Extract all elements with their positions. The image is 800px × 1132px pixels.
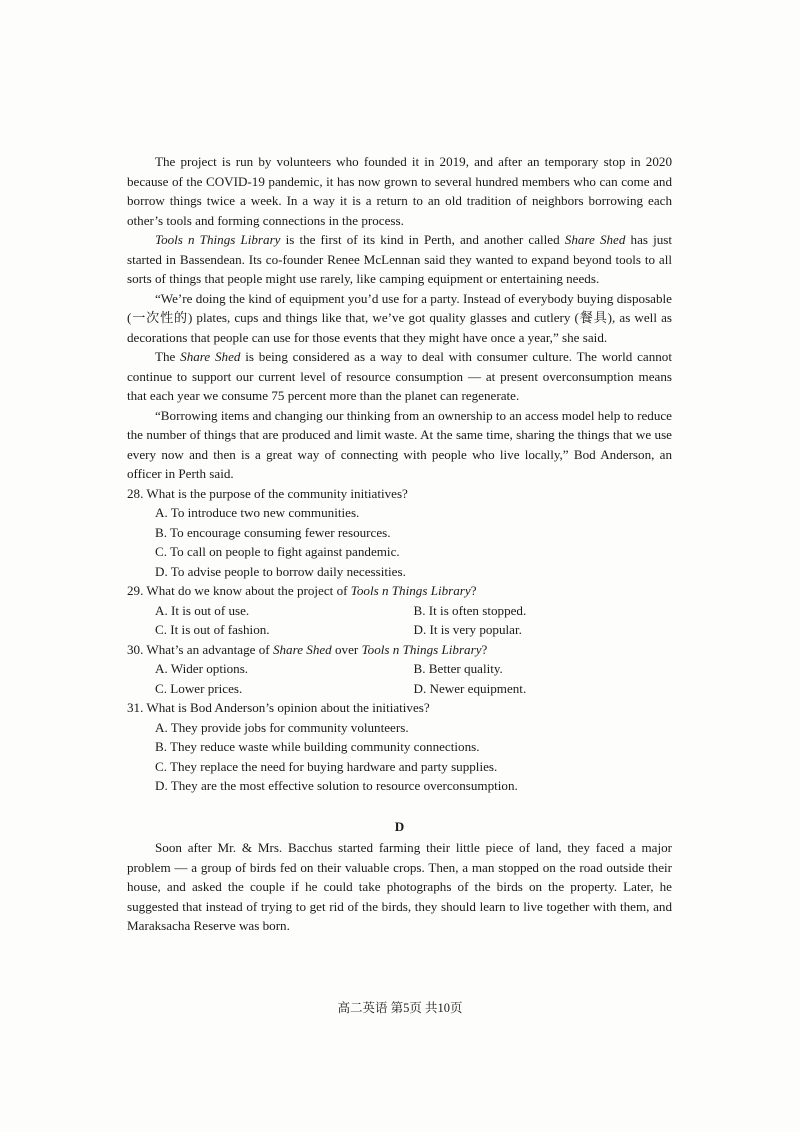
answer-option[interactable]: C. They replace the need for buying hardware and party supplies. [155, 758, 498, 774]
passage-paragraph: The project is run by volunteers who founded it in 2019, and after an temporary stop in 2020 because of the COVID-19 pandemic, it has now grown to several hundred members who can come and borrow things twice a week. In a way it is a return to an old tradition of neighbors borrowing each other’s tools and forming connections in the process. [127, 154, 672, 228]
option-row [127, 620, 672, 640]
stem-text: ? [481, 641, 488, 657]
page-footer: 高二英语 第5页 共10页 [337, 1001, 463, 1015]
italic-title: Share Shed [180, 349, 241, 364]
passage-paragraph: The Share Shed is being considered as a way to deal with consumer culture. The world cannot continue to support our current level of resource consumption — at present overconsumption means that each year we consume 75 percent more than the planet can regenerate. [127, 349, 672, 403]
question-stem [127, 640, 672, 660]
italic-title: Tools n Things Library [361, 641, 482, 657]
question-stem: 28. What is the purpose of the community initiatives? [127, 485, 408, 501]
answer-option[interactable]: D. To advise people to borrow daily necessities. [155, 563, 406, 579]
passage-paragraph: “We’re doing the kind of equipment you’d use for a party. Instead of everybody buying disposable (一次性的) plates, cups and things like that, we’ve got quality glasses and cutlery (餐具), as well as decorations that people can use for those events that they might have once a year,” she said. [127, 290, 672, 345]
passage-paragraph: Tools n Things Library is the first of its kind in Perth, and another called Share Shed has just started in Bassendean. Its co-founder Renee McLennan said they wanted to expand beyond tools to all sorts of things that people might use rarely, like camping equipment or entertaining needs. [127, 232, 673, 286]
answer-option[interactable]: D. It is very popular. [413, 622, 522, 637]
answer-option[interactable]: B. They reduce waste while building community connections. [155, 739, 480, 754]
stem-text: over [331, 641, 362, 657]
answer-option[interactable]: D. Newer equipment. [413, 680, 527, 696]
option-row [127, 601, 672, 621]
option-row [127, 679, 672, 699]
passage-paragraph: Soon after Mr. & Mrs. Bacchus started farming their little piece of land, they faced a major problem — a group of birds fed on their valuable crops. Then, a man stopped on the road outside their house, and asked the couple if he could take photographs of the birds on the property. Later, he suggested that instead of trying to get rid of the birds, they should learn to live together with them, and Maraksacha Reserve was born. [127, 840, 672, 933]
stem-text: 29. What do we know about the project of [127, 583, 351, 598]
stem-text: ? [470, 583, 477, 598]
italic-title: Tools n Things Library [350, 583, 471, 598]
italic-title: Tools n Things Library [155, 232, 281, 247]
answer-option[interactable]: D. They are the most effective solution to resource overconsumption. [155, 778, 518, 793]
answer-option[interactable]: C. Lower prices. [155, 680, 243, 696]
answer-option[interactable]: B. To encourage consuming fewer resources. [155, 524, 391, 540]
section-heading: D [394, 818, 405, 834]
page-content [127, 152, 672, 936]
answer-option[interactable]: A. They provide jobs for community volunteers. [155, 719, 409, 735]
question-stem: 31. What is Bod Anderson’s opinion about the initiatives? [127, 700, 430, 715]
answer-option[interactable]: A. Wider options. [155, 661, 249, 676]
answer-option[interactable]: A. To introduce two new communities. [155, 505, 360, 520]
answer-option[interactable]: B. It is often stopped. [413, 602, 527, 618]
answer-option[interactable]: B. Better quality. [413, 661, 503, 676]
question-stem [127, 581, 672, 601]
option-row [127, 659, 672, 679]
italic-title: Share Shed [272, 641, 332, 657]
answer-option[interactable]: A. It is out of use. [155, 602, 250, 618]
answer-option[interactable]: C. To call on people to fight against pandemic. [155, 544, 400, 559]
italic-title: Share Shed [564, 232, 626, 247]
passage-paragraph: “Borrowing items and changing our thinking from an ownership to an access model help to reduce the number of things that are produced and limit waste. At the same time, sharing the things that we use every now and then is a great way of connecting with people who live locally,” Bod Anderson, an officer in Perth said. [127, 407, 672, 481]
stem-text: 30. What’s an advantage of [127, 641, 273, 657]
answer-option[interactable]: C. It is out of fashion. [155, 622, 270, 637]
